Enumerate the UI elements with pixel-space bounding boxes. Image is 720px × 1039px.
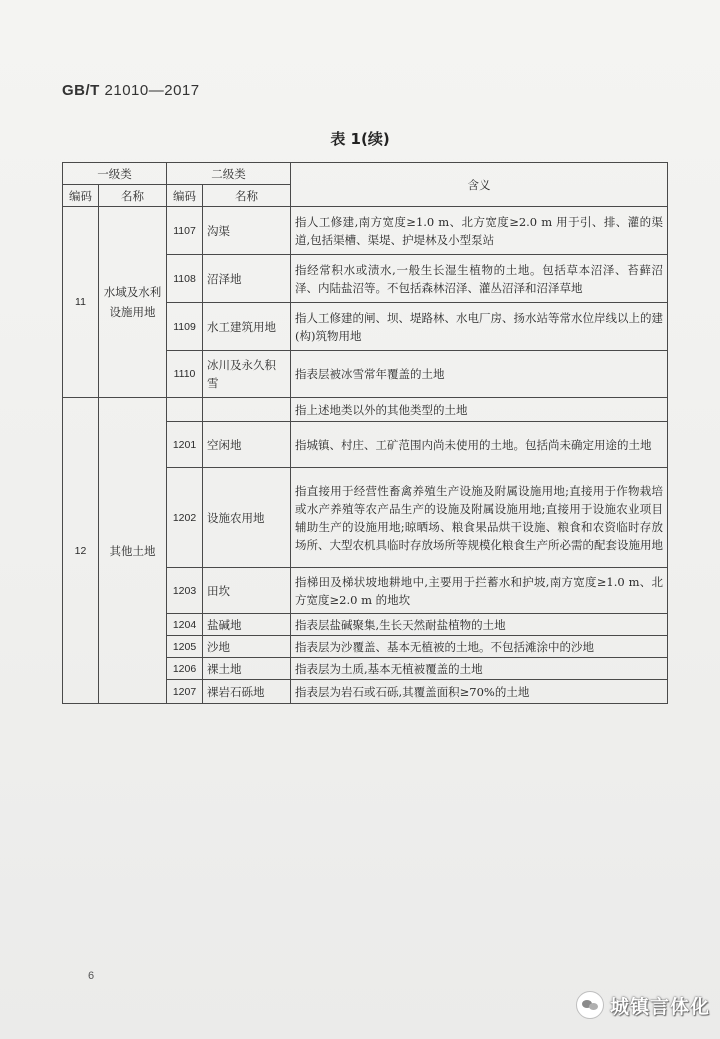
- group-code-11: 11: [63, 207, 99, 398]
- row-name: 沼泽地: [203, 255, 291, 303]
- level2-name-header: 名称: [203, 185, 291, 207]
- row-desc: 指人工修建,南方宽度≥1.0 m、北方宽度≥2.0 m 用于引、排、灌的渠道,包括渠槽、渠堤、护堤林及小型泵站: [291, 207, 668, 255]
- row-desc: 指表层为土质,基本无植被覆盖的土地: [291, 658, 668, 680]
- row-name: 盐碱地: [203, 614, 291, 636]
- table-row: [63, 398, 668, 422]
- wechat-logo-icon: [576, 991, 604, 1019]
- standard-number: 21010—2017: [104, 82, 200, 99]
- group-code-12: 12: [63, 398, 99, 704]
- row-name-empty: [203, 398, 291, 422]
- header-row-1: [63, 163, 668, 185]
- row-code: 1205: [167, 636, 203, 658]
- level2-header: 二级类: [167, 163, 291, 185]
- row-desc: 指表层被冰雪常年覆盖的土地: [291, 351, 668, 398]
- row-code: 1202: [167, 468, 203, 568]
- row-name: 田坎: [203, 568, 291, 614]
- group-name-12: 其他土地: [99, 398, 167, 704]
- page-number: 6: [88, 970, 95, 982]
- table-title: 表 1(续): [330, 130, 390, 148]
- row-code: 1204: [167, 614, 203, 636]
- row-desc: 指表层盐碱聚集,生长天然耐盐植物的土地: [291, 614, 668, 636]
- row-code: 1110: [167, 351, 203, 398]
- land-classification-table: [62, 162, 668, 704]
- level1-name-header: 名称: [99, 185, 167, 207]
- watermark-text: 城镇言体化: [609, 995, 710, 1018]
- group-name-11: 水域及水利设施用地: [99, 207, 167, 398]
- row-code: 1107: [167, 207, 203, 255]
- table-row: [63, 207, 668, 255]
- row-code-empty: [167, 398, 203, 422]
- level1-header: 一级类: [63, 163, 167, 185]
- level1-code-header: 编码: [63, 185, 99, 207]
- row-code: 1201: [167, 422, 203, 468]
- row-name: 沟渠: [203, 207, 291, 255]
- row-name: 设施农用地: [203, 468, 291, 568]
- row-code: 1206: [167, 658, 203, 680]
- watermark: [576, 990, 710, 1020]
- row-name: 空闲地: [203, 422, 291, 468]
- row-name: 裸土地: [203, 658, 291, 680]
- standard-code: [62, 82, 200, 99]
- row-desc: 指直接用于经营性畜禽养殖生产设施及附属设施用地;直接用于作物栽培或水产养殖等农产品生产的设施及附属设施用地;直接用于设施农业项目辅助生产的设施用地;晾晒场、粮食果品烘干设施、粮食和农资临时存放场所、大型农机具临时存放场所等规模化粮食生产所必需的配套设施用地: [291, 468, 668, 568]
- row-name: 冰川及永久积雪: [203, 351, 291, 398]
- row-desc: 指梯田及梯状坡地耕地中,主要用于拦蓄水和护坡,南方宽度≥1.0 m、北方宽度≥2.0 m 的地坎: [291, 568, 668, 614]
- row-code: 1109: [167, 303, 203, 351]
- group-intro: 指上述地类以外的其他类型的土地: [291, 398, 668, 422]
- row-desc: 指人工修建的闸、坝、堤路林、水电厂房、扬水站等常水位岸线以上的建(构)筑物用地: [291, 303, 668, 351]
- meaning-header: 含义: [291, 163, 668, 207]
- row-desc: 指表层为岩石或石砾,其覆盖面积≥70%的土地: [291, 680, 668, 704]
- row-name: 水工建筑用地: [203, 303, 291, 351]
- row-code: 1203: [167, 568, 203, 614]
- row-desc: 指表层为沙覆盖、基本无植被的土地。不包括滩涂中的沙地: [291, 636, 668, 658]
- row-name: 沙地: [203, 636, 291, 658]
- standard-prefix: GB/T: [62, 82, 100, 99]
- row-code: 1207: [167, 680, 203, 704]
- row-name: 裸岩石砾地: [203, 680, 291, 704]
- row-desc: 指经常积水或渍水,一般生长湿生植物的土地。包括草本沼泽、苔藓沼泽、内陆盐沼等。不包括森林沼泽、灌丛沼泽和沼泽草地: [291, 255, 668, 303]
- row-desc: 指城镇、村庄、工矿范围内尚未使用的土地。包括尚未确定用途的土地: [291, 422, 668, 468]
- row-code: 1108: [167, 255, 203, 303]
- level2-code-header: 编码: [167, 185, 203, 207]
